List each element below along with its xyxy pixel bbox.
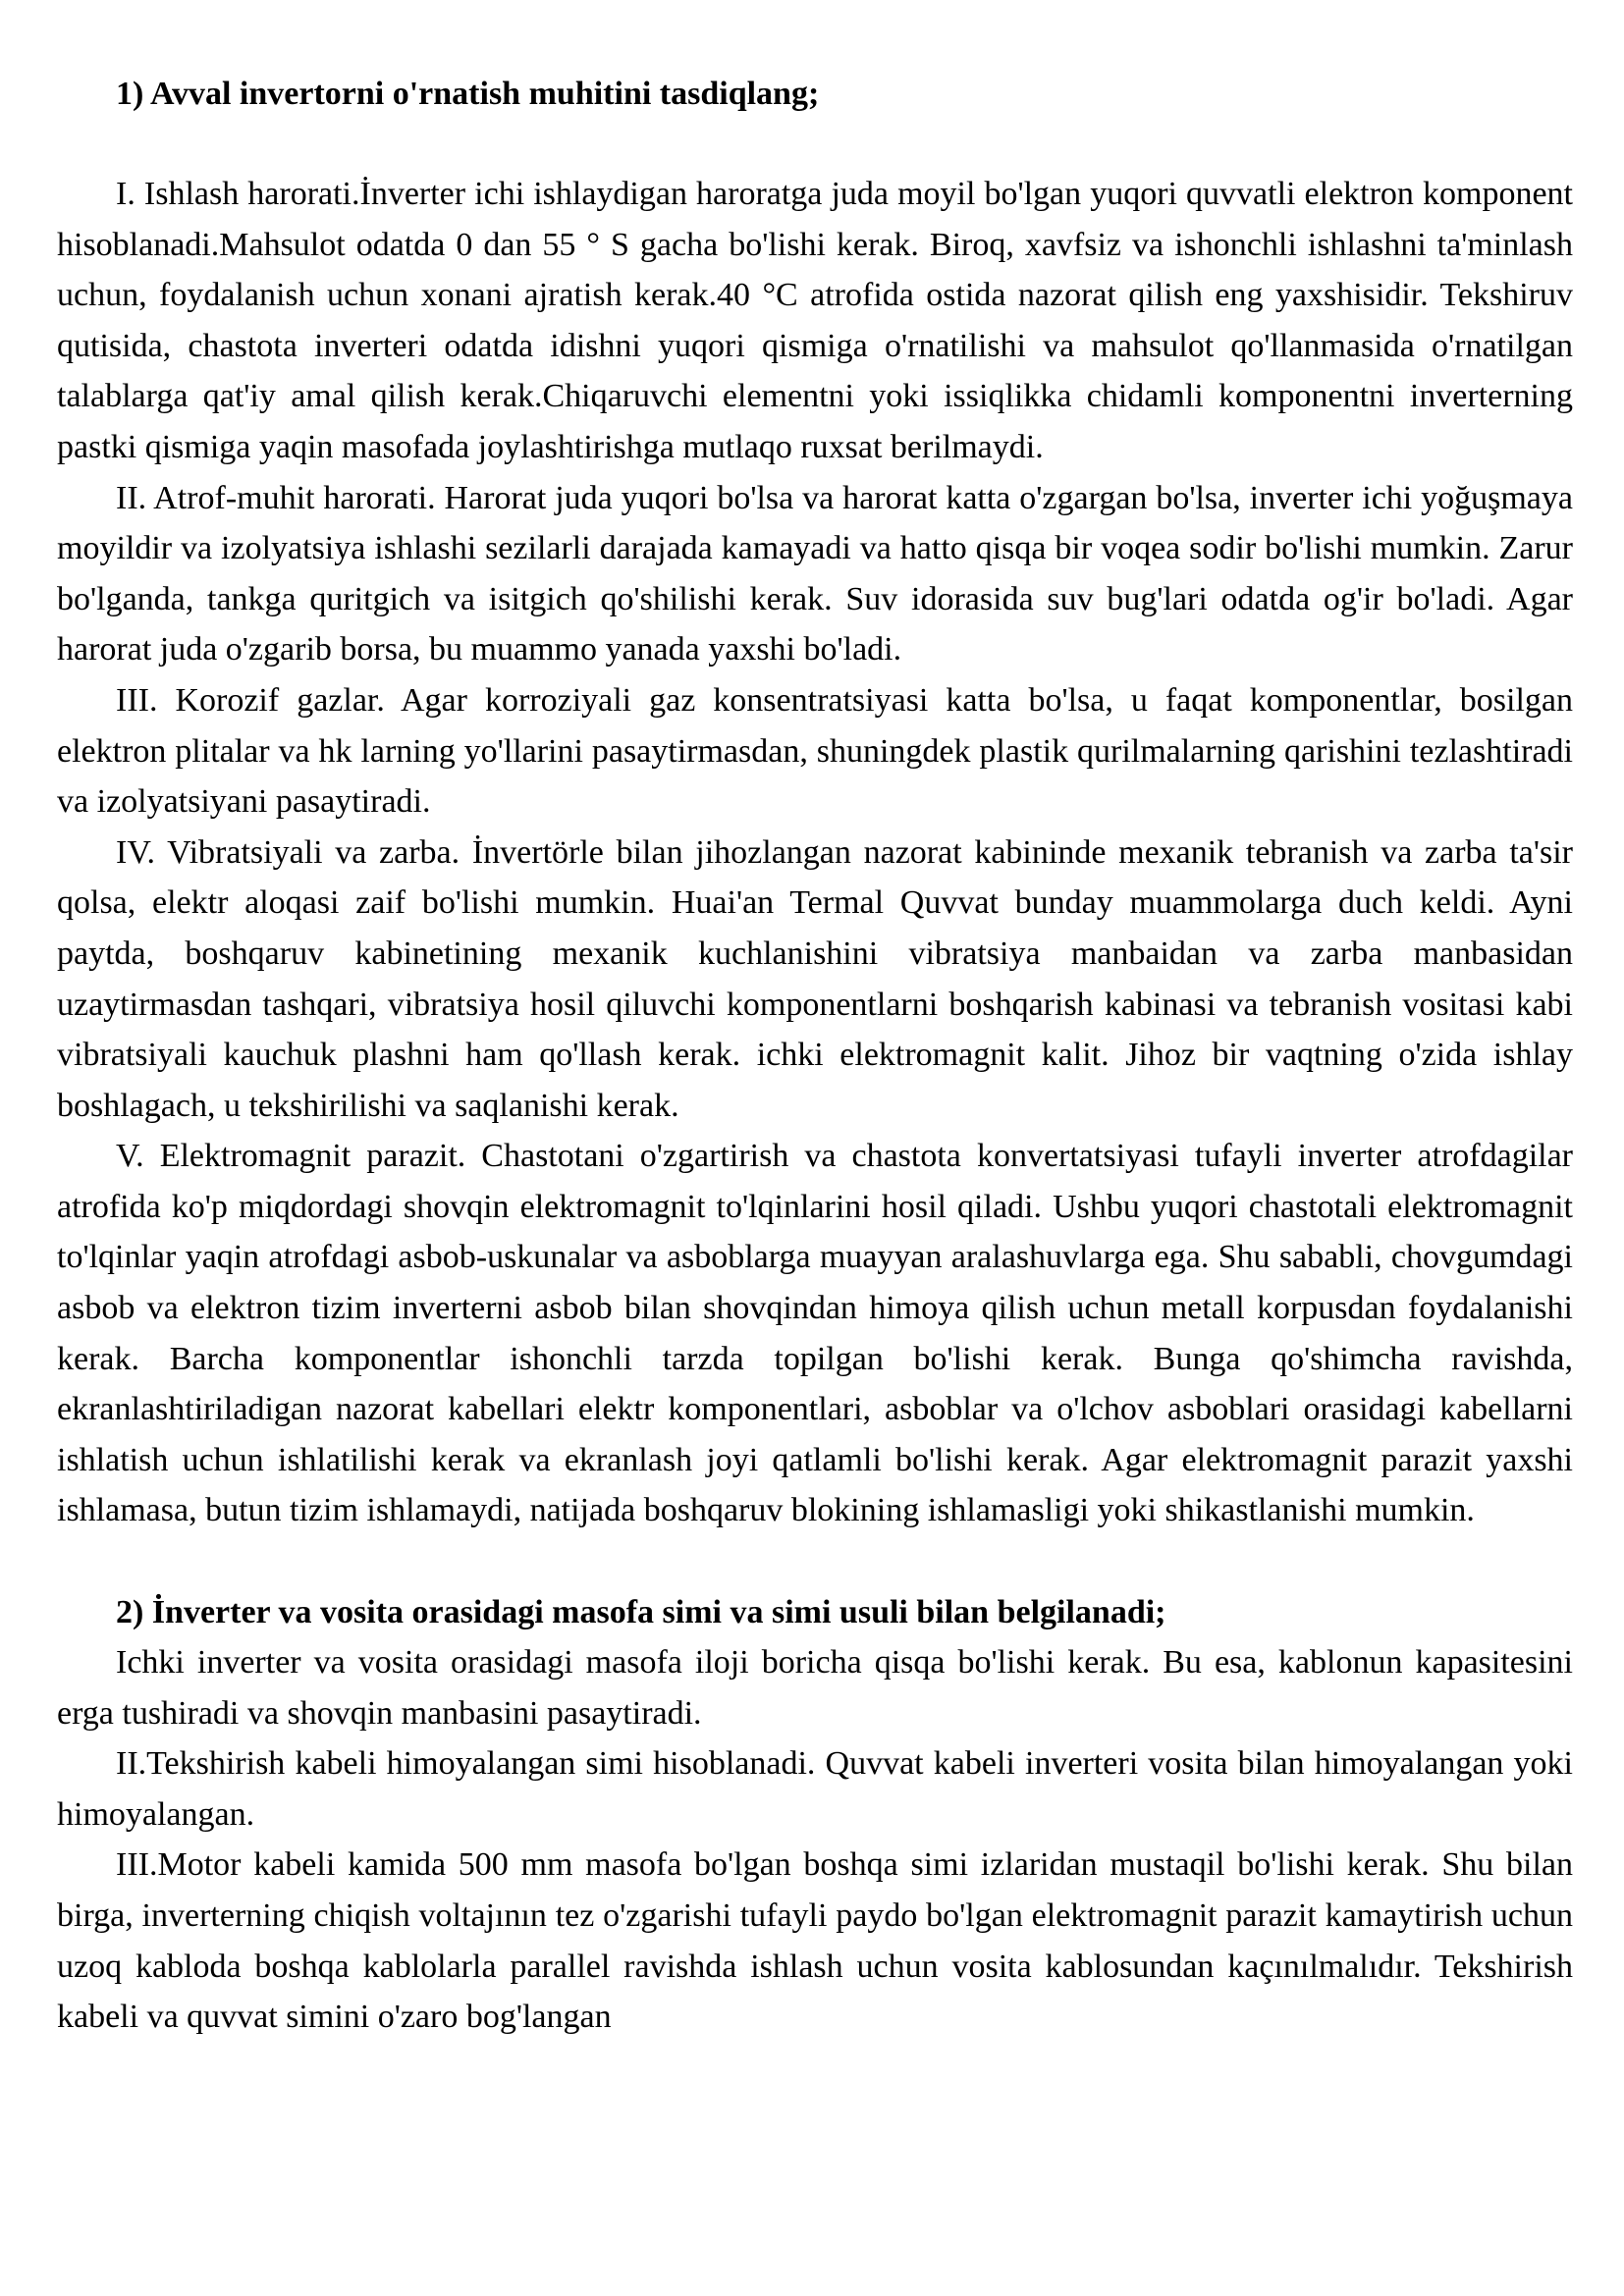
section-2-paragraph-2: II.Tekshirish kabeli himoyalangan simi hisoblanadi. Quvvat kabeli inverteri vosita bilan himoyalangan yoki himoyalangan. (57, 1745, 1573, 1833)
section-2-heading: 2) İnverter va vosita orasidagi masofa simi va simi usuli bilan belgilanadi; (116, 1594, 1166, 1631)
document-page (57, 69, 1573, 2043)
section-1-paragraph-2: II. Atrof-muhit harorati. Harorat juda yuqori bo'lsa va harorat katta o'zgargan bo'lsa, inverter ichi yoğuşmaya moyildir va izolyatsiya ishlashi sezilarli darajada kamayadi va hatto qisqa bir voqea sodir bo'lishi mumkin. Zarur bo'lganda, tankga quritgich va isitgich qo'shilishi kerak. Suv idorasida suv bug'lari odatda og'ir bo'ladi. Agar harorat juda o'zgarib borsa, bu muammo yanada yaxshi bo'ladi. (57, 479, 1573, 668)
section-2-paragraph-3: III.Motor kabeli kamida 500 mm masofa bo'lgan boshqa simi izlaridan mustaqil bo'lishi kerak. Shu bilan birga, inverterning chiqish voltajının tez o'zgarishi tufayli paydo bo'lgan elektromagnit parazit kamaytirish uchun uzoq kabloda boshqa kablolarla parallel ravishda ishlash uchun vosita kablosundan kaçınılmalıdır. Tekshirish kabeli va quvvat simini o'zaro bog'langan (57, 1846, 1573, 2036)
spacer (57, 119, 1573, 169)
section-1-paragraph-4: IV. Vibratsiyali va zarba. İnvertörle bilan jihozlangan nazorat kabininde mexanik tebranish va zarba ta'sir qolsa, elektr aloqasi zaif bo'lishi mumkin. Huai'an Termal Quvvat bunday muammolarga duch keldi. Ayni paytda, boshqaruv kabinetining mexanik kuchlanishini vibratsiya manbaidan va zarba manbasidan uzaytirmasdan tashqari, vibratsiya hosil qiluvchi komponentlarni boshqarish kabinasi va tebranish vositasi kabi vibratsiyali kauchuk plashni ham qo'llash kerak. ichki elektromagnit kalit. Jihoz bir vaqtning o'zida ishlay boshlagach, u tekshirilishi va saqlanishi kerak. (57, 833, 1573, 1124)
spacer (57, 1536, 1573, 1587)
section-1-paragraph-5: V. Elektromagnit parazit. Chastotani o'zgartirish va chastota konvertatsiyasi tufayli inverter atrofdagilar atrofida ko'p miqdordagi shovqin elektromagnit to'lqinlarini hosil qiladi. Ushbu yuqori chastotali elektromagnit to'lqinlar yaqin atrofdagi asbob-uskunalar va asboblarga muayyan aralashuvlarga ega. Shu sababli, chovgumdagi asbob va elektron tizim inverterni asbob bilan shovqindan himoya qilish uchun metall korpusdan foydalanishi kerak. Barcha komponentlar ishonchli tarzda topilgan bo'lishi kerak. Bunga qo'shimcha ravishda, ekranlashtiriladigan nazorat kabellari elektr komponentlari, asboblar va o'lchov asboblari orasidagi kabellarni ishlatish uchun ishlatilishi kerak va ekranlash joyi qatlamli bo'lishi kerak. Agar elektromagnit parazit yaxshi ishlamasa, butun tizim ishlamaydi, natijada boshqaruv blokining ishlamasligi yoki shikastlanishi mumkin. (57, 1138, 1573, 1529)
section-1-heading: 1) Avval invertorni o'rnatish muhitini tasdiqlang; (116, 76, 820, 112)
section-1-paragraph-3: III. Korozif gazlar. Agar korroziyali gaz konsentratsiyasi katta bo'lsa, u faqat komponentlar, bosilgan elektron plitalar va hk larning yo'llarini pasaytirmasdan, shuningdek plastik qurilmalarning qarishini tezlashtiradi va izolyatsiyani pasaytiradi. (57, 681, 1573, 821)
section-2-paragraph-1: Ichki inverter va vosita orasidagi masofa iloji boricha qisqa bo'lishi kerak. Bu esa, kablonun kapasitesini erga tushiradi va shovqin manbasini pasaytiradi. (57, 1644, 1573, 1732)
section-1-paragraph-1: I. Ishlash harorati.İnverter ichi ishlaydigan haroratga juda moyil bo'lgan yuqori quvvatli elektron komponent hisoblanadi.Mahsulot odatda 0 dan 55 ° S gacha bo'lishi kerak. Biroq, xavfsiz va ishonchli ishlashni ta'minlash uchun, foydalanish uchun xonani ajratish kerak.40 °C atrofida ostida nazorat qilish eng yaxshisidir. Tekshiruv qutisida, chastota inverteri odatda idishni yuqori qismiga o'rnatilishi va mahsulot qo'llanmasida o'rnatilgan talablarga qat'iy amal qilish kerak.Chiqaruvchi elementni yoki issiqlikka chidamli komponentni inverterning pastki qismiga yaqin masofada joylashtirishga mutlaqo ruxsat berilmaydi. (57, 176, 1573, 465)
